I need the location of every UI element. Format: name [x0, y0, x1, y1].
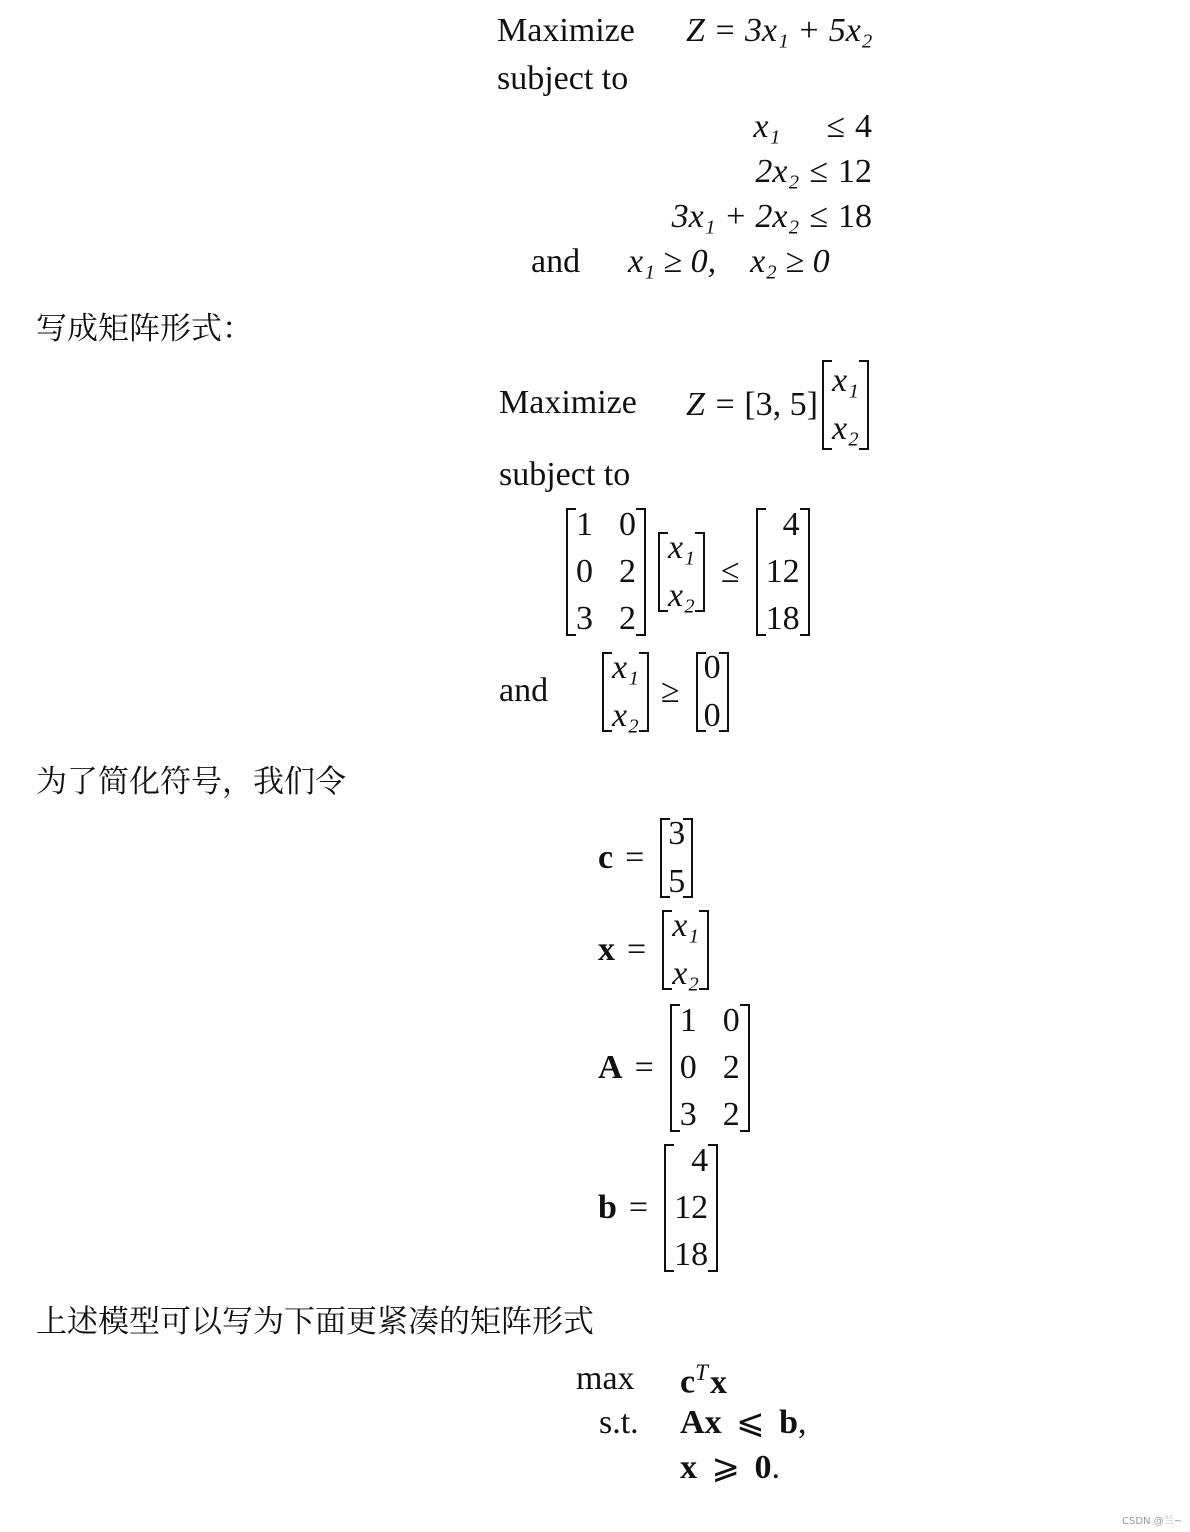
nonnegativity: x₁ ≥ 0, x₂ ≥ 0 — [628, 243, 830, 280]
constraint-2 — [600, 155, 872, 189]
definition-c — [598, 816, 697, 900]
comma: , — [797, 1404, 807, 1441]
vector-x-entry: x₂ — [672, 955, 700, 992]
compact-constraint-1 — [680, 1406, 806, 1440]
vector-c — [660, 815, 693, 900]
matrix-A-entry: 0 — [619, 506, 636, 543]
matrix-A-entry: 1 — [576, 506, 593, 543]
matrix-A-definition — [670, 1004, 750, 1132]
matrix-A — [566, 508, 646, 636]
x-vector — [658, 529, 705, 614]
x-symbol: x — [680, 1449, 697, 1486]
compact-constraint-2 — [680, 1451, 780, 1485]
x-vector-entry: x₂ — [668, 577, 695, 614]
vector-b-definition — [664, 1144, 718, 1272]
zero-vector-symbol: 0 — [754, 1449, 772, 1486]
constraint-1 — [600, 110, 872, 144]
period: . — [771, 1449, 780, 1486]
matrix-A-entry: 2 — [619, 600, 636, 637]
x-symbol: x — [598, 931, 615, 968]
constraint-3-rel: ≤ — [809, 198, 828, 235]
section-heading-matrix-form: 写成矩阵形式： — [36, 311, 253, 347]
matrix-A-entry: 2 — [722, 1049, 740, 1086]
objective-label: Maximize — [497, 12, 635, 49]
b-symbol: b — [598, 1189, 617, 1226]
constraint-1-rhs: 4 — [855, 108, 872, 145]
equals-symbol: = — [625, 839, 645, 876]
matrix-A-entry: 0 — [576, 553, 593, 590]
matrix-A-entry: 2 — [722, 1096, 740, 1133]
constraint-1-lhs: x₁ — [753, 108, 781, 145]
section-heading-notation: 为了简化符号，我们令 — [36, 764, 346, 800]
matrix-A-entry: 0 — [722, 1002, 740, 1039]
vector-c-entry: 5 — [668, 863, 686, 900]
matrix-A-entry: 3 — [679, 1096, 697, 1133]
vector-b-entry: 12 — [765, 553, 800, 590]
section-heading-compact-form: 上述模型可以写为下面更紧凑的矩阵形式 — [36, 1304, 594, 1340]
vector-b-entry: 18 — [765, 600, 800, 637]
vector-b-entry: 4 — [691, 1142, 709, 1179]
matrix-A-entry: 2 — [619, 553, 636, 590]
A-symbol: A — [598, 1049, 623, 1086]
zero-vector-entry: 0 — [703, 649, 721, 686]
constraint-2-rhs: 12 — [838, 153, 872, 190]
x-vector-entry: x₁ — [612, 649, 639, 686]
st-label: s.t. — [599, 1404, 639, 1441]
and-label: and — [531, 243, 581, 280]
constraint-2-rel: ≤ — [809, 153, 828, 190]
leq-symbol: ≤ — [720, 553, 740, 590]
vector-b — [756, 508, 810, 636]
x-vector — [822, 360, 869, 450]
definition-A — [598, 1002, 754, 1134]
geq-symbol: ≥ — [660, 673, 680, 710]
definition-x — [598, 908, 713, 992]
definition-b — [598, 1142, 722, 1274]
objective-function: Z = 3x₁ + 5x₂ — [686, 12, 873, 49]
matrix-A-entry: 3 — [576, 600, 593, 637]
b-symbol: b — [779, 1404, 798, 1441]
compact-objective — [680, 1362, 727, 1400]
zero-vector-entry: 0 — [703, 697, 721, 734]
vector-x-entry: x₁ — [672, 907, 700, 944]
constraint-3-rhs: 18 — [838, 198, 872, 235]
equals-symbol: = — [627, 931, 647, 968]
matrix-objective-label: Maximize — [499, 384, 637, 421]
constraint-3-lhs: 3x₁ + 2x₂ — [671, 198, 800, 235]
leqslant-symbol: ⩽ — [736, 1404, 765, 1441]
x-symbol: x — [709, 1363, 727, 1401]
equals-symbol: = — [634, 1049, 654, 1086]
matrix-A-entry: 1 — [679, 1002, 697, 1039]
geqslant-symbol: ⩾ — [711, 1449, 740, 1486]
constraint-1-rel: ≤ — [826, 108, 845, 145]
equals-symbol: = — [628, 1189, 649, 1226]
cost-row-vector: [3, 5] — [744, 386, 819, 423]
vector-b-entry: 4 — [782, 506, 800, 543]
matrix-objective-lhs: Z = — [686, 386, 737, 423]
transpose-symbol: T — [695, 1360, 708, 1386]
c-symbol: c — [598, 839, 614, 876]
x-vector-entry: x₁ — [832, 362, 859, 399]
zero-vector — [696, 649, 729, 734]
constraint-3 — [600, 200, 872, 234]
A-symbol: A — [680, 1404, 705, 1441]
max-label: max — [576, 1360, 635, 1397]
matrix-subject-to-label: subject to — [499, 456, 631, 493]
matrix-nonnegativity — [602, 650, 733, 734]
x-symbol: x — [704, 1404, 722, 1441]
vector-x — [662, 907, 709, 992]
vector-c-entry: 3 — [668, 815, 686, 852]
c-symbol: c — [680, 1363, 696, 1401]
vector-b-entry: 12 — [674, 1189, 709, 1226]
subject-to-label: subject to — [497, 60, 629, 97]
x-vector-entry: x₂ — [612, 697, 639, 734]
matrix-objective — [686, 362, 873, 448]
x-vector-entry: x₂ — [832, 410, 859, 447]
watermark: CSDN @兰~ — [1122, 1516, 1183, 1527]
matrix-and-label: and — [499, 672, 549, 709]
constraint-2-lhs: 2x₂ — [755, 153, 800, 190]
vector-b-entry: 18 — [674, 1236, 709, 1273]
matrix-constraint — [566, 506, 814, 638]
x-vector — [602, 649, 649, 734]
matrix-A-entry: 0 — [679, 1049, 697, 1086]
x-vector-entry: x₁ — [668, 529, 695, 566]
